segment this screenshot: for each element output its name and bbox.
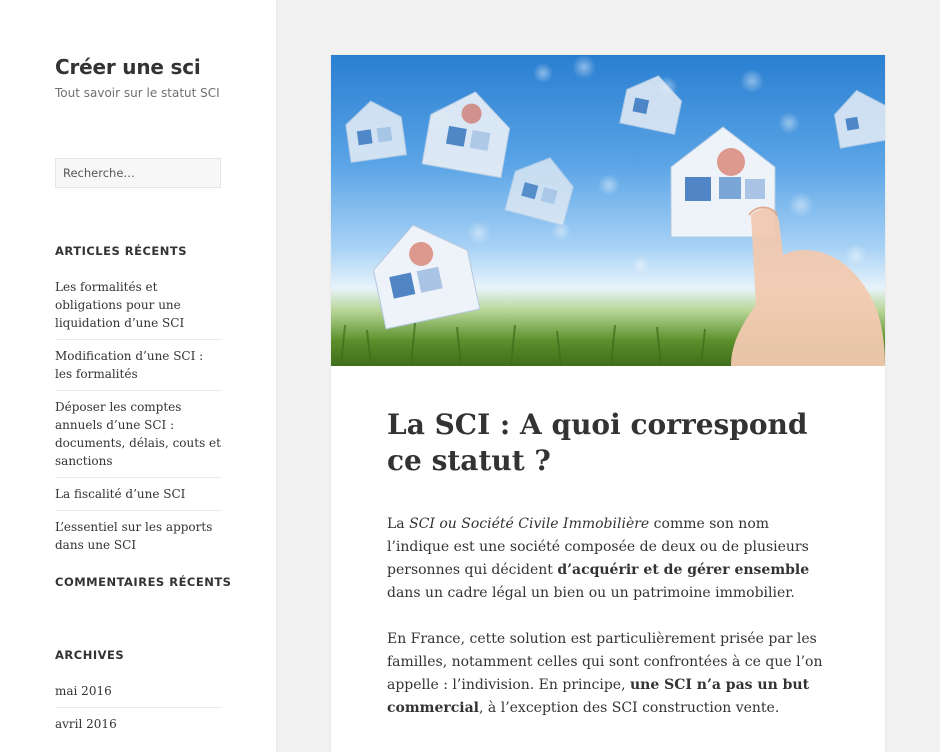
article-paragraph-2: En France, cette solution est particulièrement prisée par les familles, notamment celles qui sont confrontées à ce que l’on appelle : l’indivision. En principe, une SCI n’a pas un but commercial, à l’exception des SCI construction vente. <box>387 631 823 716</box>
recent-post-link[interactable]: L’essentiel sur les apports dans une SCI <box>55 520 213 552</box>
hand-image <box>731 208 885 367</box>
article-title: La SCI : A quoi correspond ce statut ? <box>387 408 808 477</box>
site-title[interactable]: Créer une sci <box>55 55 201 79</box>
recent-post-link[interactable]: La fiscalité d’une SCI <box>55 487 186 501</box>
recent-post-link[interactable]: Les formalités et obligations pour une liquidation d’une SCI <box>55 280 185 330</box>
houses-illustration <box>331 55 885 366</box>
house-icon <box>343 97 407 162</box>
house-icon <box>831 86 885 148</box>
house-icon <box>505 150 579 225</box>
recent-post-link[interactable]: Déposer les comptes annuels d’une SCI : documents, délais, couts et sanctions <box>55 400 221 468</box>
house-icon <box>620 70 686 134</box>
featured-image[interactable] <box>331 55 885 366</box>
recent-comments-heading: COMMENTAIRES RÉCENTS <box>55 575 232 589</box>
archive-link[interactable]: mai 2016 <box>55 684 112 698</box>
house-icon <box>422 85 515 178</box>
recent-posts-heading: ARTICLES RÉCENTS <box>55 244 188 258</box>
sidebar <box>0 0 276 752</box>
list-item <box>55 682 221 707</box>
recent-post-link[interactable]: Modification d’une SCI : les formalités <box>55 349 204 381</box>
archive-link[interactable]: avril 2016 <box>55 717 117 731</box>
house-icon <box>366 215 480 329</box>
list-item <box>55 707 221 740</box>
archives-heading: ARCHIVES <box>55 648 125 662</box>
search-input[interactable] <box>55 158 221 188</box>
list-item <box>55 390 221 477</box>
recent-posts-list <box>55 278 221 561</box>
article-card <box>331 55 885 752</box>
grass <box>341 323 705 366</box>
archives-list <box>55 682 221 740</box>
site-description: Tout savoir sur le statut SCI <box>55 86 220 100</box>
list-item <box>55 278 221 339</box>
list-item <box>55 477 221 510</box>
article-paragraph-1: La SCI ou Société Civile Immobilière comme son nom l’indique est une société composée de deux ou de plusieurs personnes qui décident d’acquérir et de gérer ensemble dans un cadre légal un bien ou un patrimoine immobilier. <box>387 516 810 601</box>
list-item <box>55 510 221 561</box>
list-item <box>55 339 221 390</box>
